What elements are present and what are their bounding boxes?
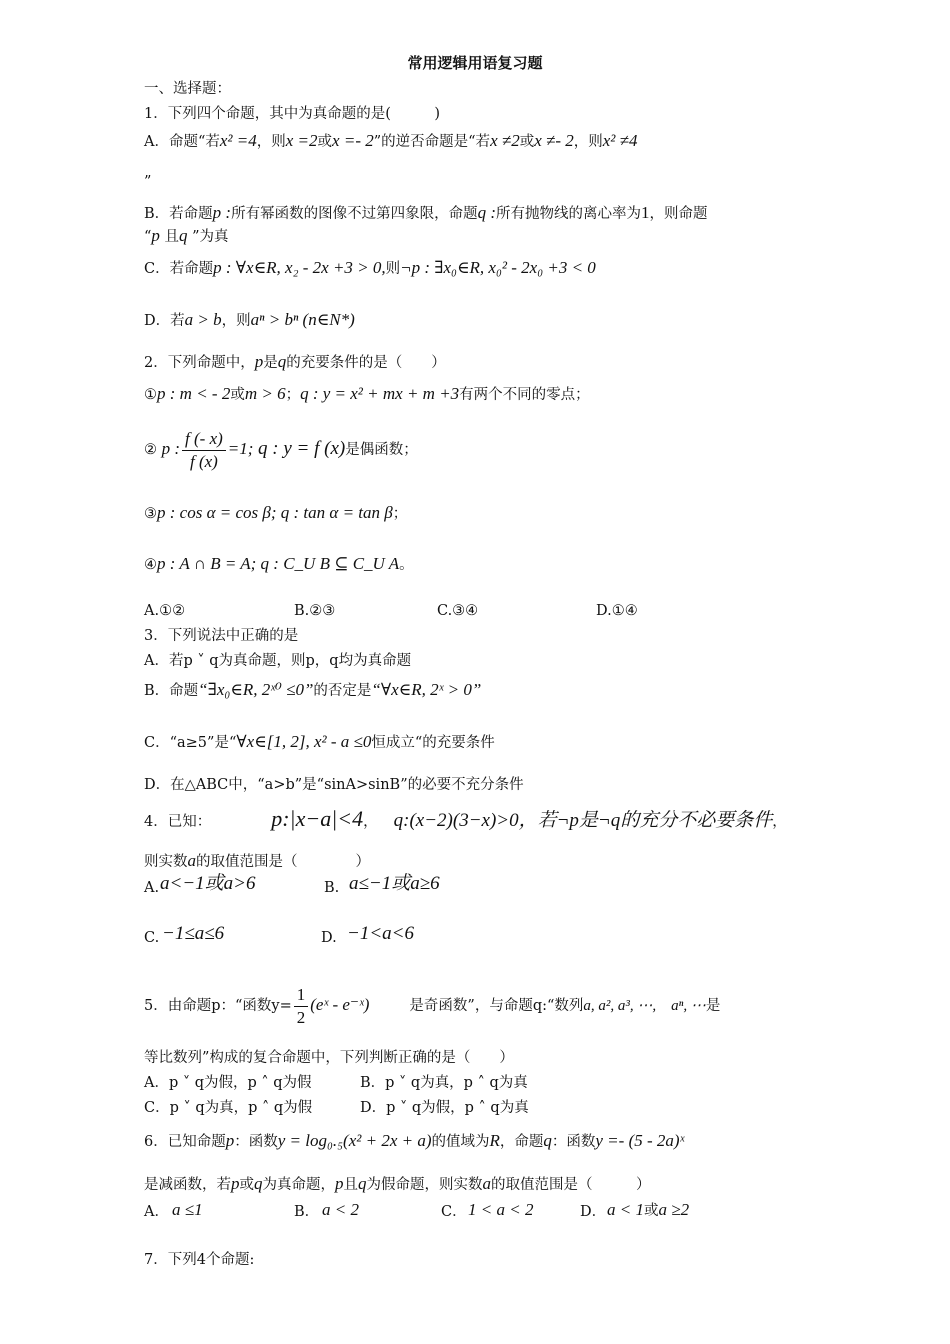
q6-option-b: a < 2 [322,1200,359,1219]
q5-math: a, a², a³, ⋯, aⁿ, ⋯ [583,998,706,1014]
fraction-numerator: f (- x) [182,428,226,451]
q2-item-text: 是偶函数； [345,442,418,458]
q6-option-a: a ≤1 [172,1200,203,1219]
q6-text: 的取值范围是（ ） [491,1177,651,1193]
q4-math: q:(x−2)(3−x)>0 [393,810,519,831]
q2-item-math: q : y = f (x) [258,438,346,459]
q4-text: 的取值范围是（ ） [196,854,370,870]
q1-b-text: “ [144,229,152,245]
q1-d-math: a > b [184,310,222,329]
q5-option-c: C．p ˅ q为真，p ˄ q为假 [144,1100,313,1116]
page-title: 常用逻辑用语复习题 [407,54,543,72]
q1-b-math: p [151,226,160,245]
q6-option-c: 1 < a < 2 [468,1200,534,1219]
q2-stem-text: 2．下列命题中， [144,355,255,371]
q6-option-d [607,1200,689,1221]
q7-stem: 7．下列4个命题: [144,1252,255,1268]
q1-option-c [144,258,596,279]
q6-option-label: A． [144,1204,169,1220]
q1-b-text: 所有抛物线的离心率为 [496,206,641,222]
q5-stem [144,980,720,1031]
q6-text: 为假命题，则实数 [366,1177,483,1193]
q6-text: 且 [343,1177,358,1193]
q6-option-label: B． [294,1204,320,1220]
q3-option-c [144,732,495,753]
q5-text: 5．由命题p：“函数y= [144,998,292,1014]
q1-c-math: ¬p : ∃x₀∈R, x₀² - 2x₀ +3 < 0 [400,258,596,277]
q1-a-text: ，则 [256,134,286,150]
q6-math: R [489,1131,500,1150]
q2-item-math: p : cos α = cos β; q : tan α = tan β [157,503,393,522]
q6-math: y = log₀.₅(x² + 2x + a) [277,1131,432,1150]
q1-b-text: 所有幂函数的图像不过第四象限，命题 [231,206,478,222]
q4-option-label: A. [144,880,160,896]
q1-a-text: ”的逆否命题是“若 [373,134,491,150]
q2-item-math: q : y = x² + mx + m +3 [300,384,460,403]
q2-stem-math: p [254,352,264,371]
q6-stem [144,1131,684,1152]
q5-fraction [294,984,309,1029]
fraction-numerator: 1 [294,984,309,1007]
q2-item-text: ； [392,506,408,522]
q1-b-text: ，则命题 [649,206,708,222]
q5-option-b: B．p ˅ q为真，p ˄ q为真 [360,1075,528,1091]
q1-option-d [144,310,355,331]
q1-b-text: ”为真 [192,229,229,245]
q4-option-b: a≤−1或a≥6 [349,873,440,894]
q3-b-text: B．命题 [144,683,199,699]
q1-a-text: A．命题“若 [144,134,220,150]
q6-math: y =- (5 - 2a)ˣ [595,1131,685,1150]
q1-d-text: ，则 [221,313,251,329]
q6-math: a [482,1174,491,1193]
q3-c-text: C．“a≥5”是“ [144,735,237,751]
q5-line2: 等比数列”构成的复合命题中，下列判断正确的是（ ） [144,1050,514,1066]
q2-item-text: 有两个不同的零点； [459,387,590,403]
q2-item-1 [144,384,590,405]
q1-a-text: ，则 [573,134,603,150]
q3-b-text: 的否定是 [313,683,372,699]
section-heading: 一、选择题： [144,81,231,97]
q1-d-math: aⁿ > bⁿ (n∈N*) [250,310,355,329]
q4-option-c: −1≤a≤6 [162,923,225,944]
q1-c-math: p : ∀x∈R, x₂ - 2x +3 > 0, [213,258,386,277]
q1-option-a-end: ” [144,174,152,190]
q1-a-math: x ≠- 2 [534,131,574,150]
q4-stem-text: 4．已知： [144,814,212,830]
q1-a-math: x² ≠4 [602,131,638,150]
q6-math: p [231,1174,240,1193]
q2-option-b: B.②③ [294,603,336,619]
q2-item-math: p : A ∩ B = A; q : C_U B ⊆ C_U A [157,554,400,573]
q6-option-label: D． [580,1204,607,1220]
q2-item-number: ④ [144,557,157,573]
q1-a-text: 或 [519,134,535,150]
q2-item-math: =1; [227,439,254,458]
q1-b-math: p : [212,203,232,222]
q1-a-math: x =- 2 [332,131,374,150]
q4-stem-text: ， [772,814,787,830]
q1-option-b-line2 [144,226,229,247]
q5-option-a: A．p ˅ q为假，p ˄ q为假 [144,1075,312,1091]
q2-item-math: m > 6 [244,384,286,403]
q6-math: a < 1 [607,1200,644,1219]
q6-math: q [254,1174,263,1193]
q1-d-text: D．若 [144,313,185,329]
q6-math: q [543,1131,552,1150]
q4-option-label: C. [144,930,160,946]
q1-a-math: x ≠2 [490,131,520,150]
q2-stem-text: 的充要条件的是（ ） [286,355,446,371]
q1-option-b [144,203,708,224]
fraction-denominator: 2 [296,1007,306,1027]
q2-item-3 [144,503,407,524]
q4-math: ，若¬p是¬q的充分不必要条件 [518,810,773,831]
q2-item-number: ③ [144,506,157,522]
q4-option-label: B. [324,880,340,896]
q1-a-math: x =2 [285,131,318,150]
q6-text: 是减函数，若 [144,1177,231,1193]
q2-item-text: 或 [230,387,245,403]
q4-option-a: a<−1或a>6 [160,873,256,894]
q6-text: 6．已知命题 [144,1134,226,1150]
q1-a-text: 或 [317,134,333,150]
q3-option-b [144,680,481,701]
q1-b-text: B．若命题 [144,206,213,222]
q6-text: ：函数 [551,1134,596,1150]
q2-item-text: 。 [399,557,414,573]
q4-option-label: D. [321,930,337,946]
q1-b-math: 1 [641,203,650,222]
q4-math: a [187,851,196,870]
q1-b-text: 且 [164,229,180,245]
q1-b-math: q [179,226,188,245]
q6-math: p [335,1174,344,1193]
q3-b-math: “∃x₀∈R, 2ˣ⁰ ≤0” [198,680,314,699]
q6-text: ：函数 [234,1134,278,1150]
q3-c-text: 恒成立“的充要条件 [371,735,495,751]
q2-fraction [182,428,226,473]
q6-text: 的值域为 [431,1134,490,1150]
q6-text: ，命题 [499,1134,544,1150]
q6-math: a ≥2 [658,1200,690,1219]
q5-text: 是奇函数”，与命题q:“数列 [409,998,584,1014]
q2-stem-text: 是 [263,355,278,371]
q6-option-label: C． [441,1204,467,1220]
q2-item-math: p : m < - 2 [157,384,231,403]
q4-math: p:|x−a|<4 [271,806,364,831]
q2-option-c: C.③④ [437,603,479,619]
q6-math: p [225,1131,235,1150]
q2-item-text: ； [285,387,301,403]
fraction-denominator: f (x) [189,451,218,471]
q4-stem [144,804,787,837]
q1-c-text: 则 [385,261,401,277]
q6-text: 或 [239,1177,254,1193]
q3-option-d: D．在△ABC中，“a>b”是“sinA>sinB”的必要不充分条件 [144,777,524,793]
q1-b-math: q : [477,203,496,222]
q6-math: q [358,1174,367,1193]
q2-item-4 [144,554,414,575]
q2-item-number: ② [144,442,157,458]
q5-option-d: D．p ˅ q为假，p ˄ q为真 [360,1100,529,1116]
q2-item-math: p : [161,439,181,458]
q4-stem-text: ， [363,814,378,830]
q6-text: 为真命题， [262,1177,335,1193]
q2-item-number: ① [144,387,157,403]
q2-option-a: A.①② [144,603,186,619]
q1-option-a [144,131,637,152]
q2-stem-math: q [277,352,287,371]
q6-line2 [144,1174,651,1195]
q5-text: 是 [705,998,721,1014]
q4-option-d: −1<a<6 [347,923,414,944]
q2-item-2 [144,424,418,475]
q6-text: 或 [643,1203,659,1219]
q2-stem [144,352,446,373]
q4-text: 则实数 [144,854,188,870]
q1-a-math: x² =4 [219,131,257,150]
q3-c-math: ∀x∈[1, 2], x² - a ≤0 [236,732,372,751]
q1-c-text: C．若命题 [144,261,214,277]
q3-b-math: “∀x∈R, 2ˣ > 0” [371,680,482,699]
q4-line2 [144,851,370,872]
q1-stem: 1．下列四个命题，其中为真命题的是( ) [144,106,441,122]
q2-option-d: D.①④ [596,603,638,619]
q3-option-a: A．若p ˅ q为真命题，则p，q均为真命题 [144,653,412,669]
q3-stem: 3．下列说法中正确的是 [144,628,299,644]
q5-math: (eˣ - e⁻ˣ) [310,995,370,1014]
